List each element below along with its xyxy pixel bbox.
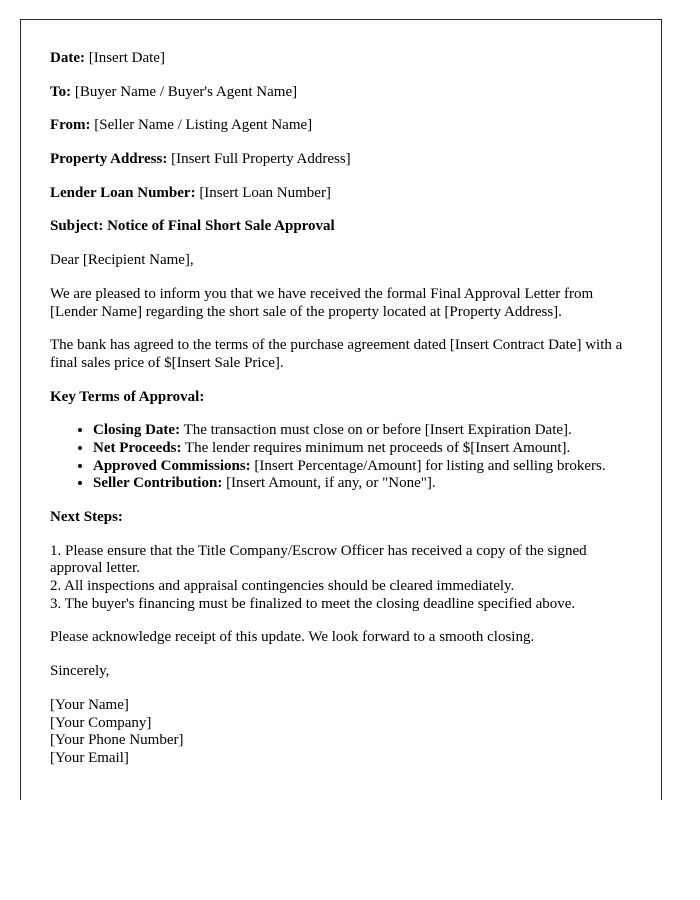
key-term-seller-contribution	[93, 475, 630, 493]
key-term-approved-commissions	[93, 458, 630, 476]
terms-paragraph: The bank has agreed to the terms of the purchase agreement dated [Insert Contract Date] with a final sales price of $[Insert Sale Price].	[50, 337, 623, 371]
field-from	[50, 117, 630, 135]
salutation: Dear [Recipient Name],	[50, 252, 194, 269]
intro-paragraph: We are pleased to inform you that we have received the formal Final Approval Letter from [Lender Name] regarding the short sale of the property located at [Property Address].	[50, 285, 594, 320]
field-loan-number	[50, 185, 630, 203]
next-step-1: 1. Please ensure that the Title Company/Escrow Officer has received a copy of the signed approval letter.	[50, 542, 587, 577]
key-term-seller-contribution-label: Seller Contribution:	[93, 475, 223, 492]
letter-page	[20, 19, 662, 800]
signature-email: [Your Email]	[50, 749, 129, 766]
next-step-2: 2. All inspections and appraisal contingencies should be cleared immediately.	[50, 578, 515, 595]
field-to	[50, 84, 630, 102]
field-property-address-value: [Insert Full Property Address]	[171, 151, 351, 168]
key-term-approved-commissions-text: [Insert Percentage/Amount] for listing and selling brokers.	[254, 457, 606, 474]
subject-line: Subject: Notice of Final Short Sale Approval	[50, 218, 335, 235]
field-property-address-label: Property Address:	[50, 151, 168, 168]
key-term-seller-contribution-text: [Insert Amount, if any, or "None"].	[226, 475, 436, 492]
field-from-label: From:	[50, 117, 91, 134]
signature-company: [Your Company]	[50, 714, 152, 731]
field-date-value: [Insert Date]	[88, 50, 165, 66]
key-term-net-proceeds-label: Net Proceeds:	[93, 439, 182, 456]
key-term-closing-date	[93, 422, 630, 440]
acknowledge-paragraph: Please acknowledge receipt of this update. We look forward to a smooth closing.	[50, 629, 535, 646]
field-date	[50, 50, 630, 68]
next-steps-heading: Next Steps:	[50, 509, 123, 525]
signature-phone: [Your Phone Number]	[50, 732, 184, 749]
key-term-closing-date-text: The transaction must close on or before [Insert Expiration Date].	[183, 422, 572, 439]
signature-name: [Your Name]	[50, 696, 129, 713]
key-term-net-proceeds	[93, 440, 630, 458]
key-terms-heading: Key Terms of Approval:	[50, 388, 205, 405]
key-terms-list	[50, 422, 630, 493]
signature-block	[50, 697, 630, 768]
field-loan-number-value: [Insert Loan Number]	[199, 184, 331, 201]
field-property-address	[50, 151, 630, 169]
key-term-closing-date-label: Closing Date:	[93, 422, 181, 439]
key-term-approved-commissions-label: Approved Commissions:	[93, 457, 251, 474]
field-from-value: [Seller Name / Listing Agent Name]	[94, 117, 313, 134]
field-loan-number-label: Lender Loan Number:	[50, 184, 196, 201]
field-to-value: [Buyer Name / Buyer's Agent Name]	[74, 83, 298, 100]
next-steps-list	[50, 543, 630, 614]
key-term-net-proceeds-text: The lender requires minimum net proceeds of $[Insert Amount].	[184, 439, 571, 456]
signoff: Sincerely,	[50, 663, 110, 680]
field-date-label: Date:	[50, 50, 85, 66]
field-to-label: To:	[50, 83, 72, 100]
next-step-3: 3. The buyer's financing must be finalized to meet the closing deadline specified above.	[50, 595, 576, 612]
